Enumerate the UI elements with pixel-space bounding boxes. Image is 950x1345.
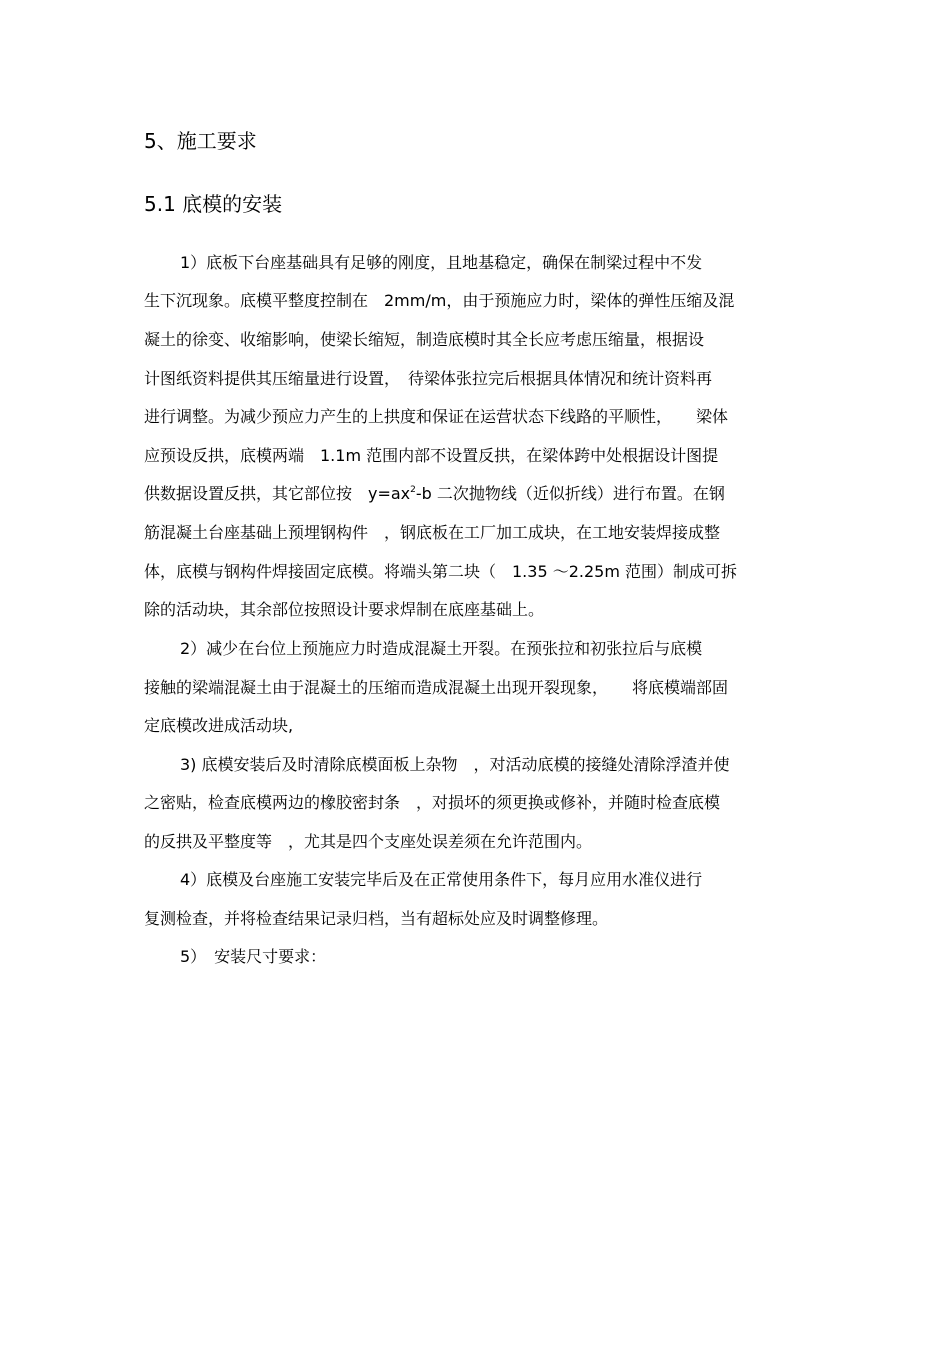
paragraph-1-line-9: 体，底模与钢构件焊接固定底模。将端头第二块（ 1.35 ～2.25m 范围）制成可拆	[144, 562, 738, 581]
section-heading: 5、施工要求	[144, 129, 257, 153]
paragraph-1-line-4: 计图纸资料提供其压缩量进行设置， 待梁体张拉完后根据具体情况和统计资料再	[144, 369, 713, 388]
paragraph-1-line-5: 进行调整。为减少预应力产生的上拱度和保证在运营状态下线路的平顺性， 梁体	[144, 407, 729, 426]
formula-exponent: 2	[410, 485, 416, 495]
paragraph-1-line-8: 筋混凝土台座基础上预埋钢构件 ，钢底板在工厂加工成块，在工地安装焊接成整	[144, 523, 721, 542]
paragraph-2-line-3: 定底模改进成活动块,	[144, 716, 294, 735]
paragraph-4-line-1: 4）底模及台座施工安装完毕后及在正常使用条件下，每月应用水准仪进行	[180, 870, 703, 889]
paragraph-3-line-3: 的反拱及平整度等 ，尤其是四个支座处误差须在允许范围内。	[144, 832, 593, 851]
paragraph-1-formula-line	[144, 483, 725, 505]
paragraph-3-line-1: 3) 底模安装后及时清除底模面板上杂物 ，对活动底模的接缝处清除浮渣并使	[180, 755, 730, 774]
paragraph-5-line-1: 5） 安装尺寸要求：	[180, 947, 327, 966]
subsection-heading: 5.1 底模的安装	[144, 192, 283, 216]
paragraph-2-line-1: 2）减少在台位上预施应力时造成混凝土开裂。在预张拉和初张拉后与底模	[180, 639, 703, 658]
paragraph-1-line-2: 生下沉现象。底模平整度控制在 2mm/m，由于预施应力时，梁体的弹性压缩及混	[144, 291, 735, 310]
formula-text-before: 供数据设置反拱，其它部位按 y=ax	[144, 484, 411, 503]
paragraph-2-line-2: 接触的梁端混凝土由于混凝土的压缩而造成混凝土出现开裂现象， 将底模端部固	[144, 678, 729, 697]
paragraph-3-line-2: 之密贴，检查底模两边的橡胶密封条 ，对损坏的须更换或修补，并随时检查底模	[144, 793, 721, 812]
paragraph-1-line-10: 除的活动块，其余部位按照设计要求焊制在底座基础上。	[144, 600, 545, 619]
formula-text-after: -b 二次抛物线（近似折线）进行布置。在钢	[415, 484, 725, 503]
paragraph-1-line-1: 1）底板下台座基础具有足够的刚度，且地基稳定，确保在制梁过程中不发	[180, 253, 703, 272]
paragraph-4-line-2: 复测检查，并将检查结果记录归档，当有超标处应及时调整修理。	[144, 909, 609, 928]
paragraph-1-line-6: 应预设反拱，底模两端 1.1m 范围内部不设置反拱，在梁体跨中处根据设计图提	[144, 446, 719, 465]
paragraph-1-line-3: 凝土的徐变、收缩影响，使梁长缩短，制造底模时其全长应考虑压缩量，根据设	[144, 330, 705, 349]
